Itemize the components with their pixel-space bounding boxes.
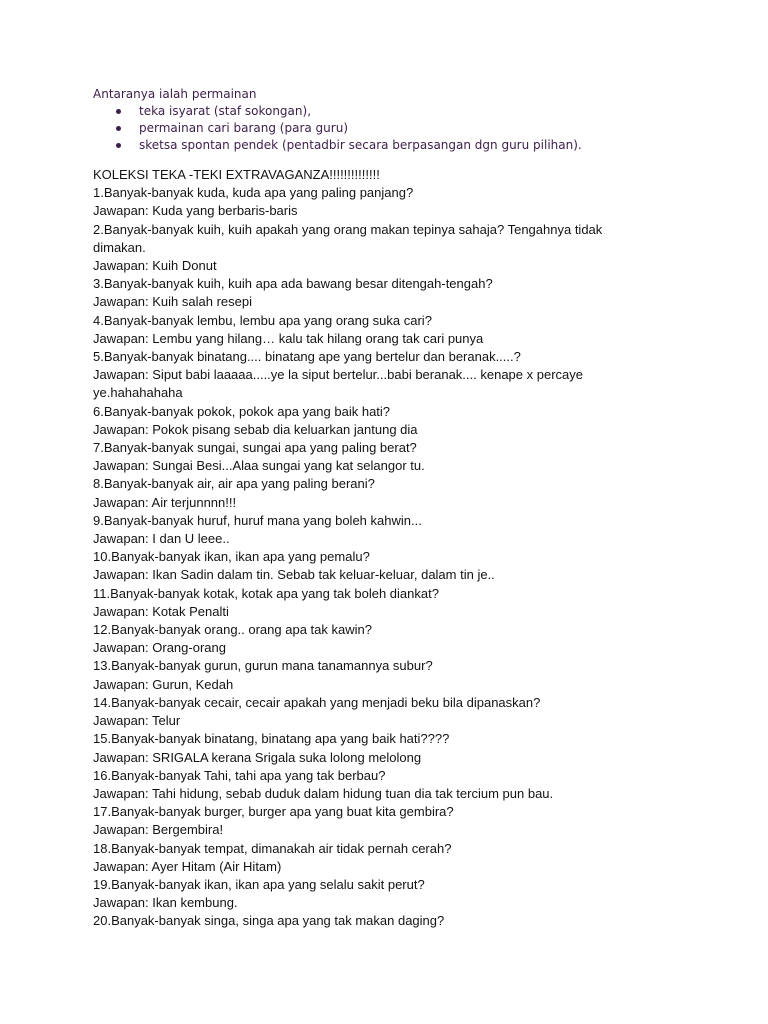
riddle-answer: Jawapan: Ayer Hitam (Air Hitam) xyxy=(93,858,282,874)
bullet-text: sketsa spontan pendek (pentadbir secara berpasangan dgn guru pilihan). xyxy=(139,138,582,152)
riddle-answer: Jawapan: Pokok pisang sebab dia keluarkan jantung dia xyxy=(93,421,418,437)
riddle-question: 20.Banyak-banyak singa, singa apa yang tak makan daging? xyxy=(93,913,445,929)
riddle-answer: Jawapan: Ikan Sadin dalam tin. Sebab tak keluar-keluar, dalam tin je.. xyxy=(93,567,495,583)
riddle-answer: Jawapan: Ikan kembung. xyxy=(93,895,238,911)
riddle-answer: Jawapan: Bergembira! xyxy=(93,822,224,838)
riddle-question: 9.Banyak-banyak huruf, huruf mana yang boleh kahwin... xyxy=(93,512,422,528)
riddle-question: 15.Banyak-banyak binatang, binatang apa yang baik hati???? xyxy=(93,731,450,747)
riddle-question: 12.Banyak-banyak orang.. orang apa tak kawin? xyxy=(93,622,372,638)
riddle-question: 17.Banyak-banyak burger, burger apa yang buat kita gembira? xyxy=(93,804,454,820)
intro-heading: Antaranya ialah permainan xyxy=(93,87,257,101)
riddle-answer: Jawapan: Telur xyxy=(93,713,181,729)
riddle-answer: Jawapan: I dan U leee.. xyxy=(93,531,230,547)
bullet-item xyxy=(93,120,653,137)
riddle-question: 18.Banyak-banyak tempat, dimanakah air tidak pernah cerah? xyxy=(93,840,452,856)
bullet-text: teka isyarat (staf sokongan), xyxy=(139,104,312,118)
bullet-dot-icon xyxy=(116,109,121,114)
riddle-answer: Jawapan: Air terjunnnn!!! xyxy=(93,494,237,510)
riddle-question: 10.Banyak-banyak ikan, ikan apa yang pemalu? xyxy=(93,549,370,565)
riddle-list xyxy=(93,184,633,930)
riddle-answer: Jawapan: Sungai Besi...Alaa sungai yang kat selangor tu. xyxy=(93,458,425,474)
bullet-text: permainan cari barang (para guru) xyxy=(139,121,349,135)
riddle-answer: Jawapan: Kotak Penalti xyxy=(93,603,229,619)
riddle-question: 3.Banyak-banyak kuih, kuih apa ada bawang besar ditengah-tengah? xyxy=(93,276,493,292)
riddle-question: 13.Banyak-banyak gurun, gurun mana tanamannya subur? xyxy=(93,658,433,674)
bullet-item xyxy=(93,137,653,154)
riddle-question: 7.Banyak-banyak sungai, sungai apa yang paling berat? xyxy=(93,440,417,456)
collection-title: KOLEKSI TEKA -TEKI EXTRAVAGANZA!!!!!!!!!!!!!! xyxy=(93,167,380,182)
riddle-answer: Jawapan: Lembu yang hilang… kalu tak hilang orang tak cari punya xyxy=(93,330,484,346)
riddle-question: 19.Banyak-banyak ikan, ikan apa yang selalu sakit perut? xyxy=(93,876,425,892)
game-bullet-list xyxy=(93,103,653,154)
riddle-answer: Jawapan: Tahi hidung, sebab duduk dalam hidung tuan dia tak tercium pun bau. xyxy=(93,785,554,801)
riddle-answer: Jawapan: Siput babi laaaaa.....ye la siput bertelur...babi beranak.... kenape x percaye ye.hahahahaha xyxy=(93,367,583,401)
riddle-question: 2.Banyak-banyak kuih, kuih apakah yang orang makan tepinya sahaja? Tengahnya tidak dimakan. xyxy=(93,221,603,255)
riddle-question: 5.Banyak-banyak binatang.... binatang ape yang bertelur dan beranak.....? xyxy=(93,349,521,365)
riddle-collection xyxy=(93,166,633,931)
bullet-dot-icon xyxy=(116,126,121,131)
riddle-answer: Jawapan: Kuih salah resepi xyxy=(93,294,252,310)
riddle-answer: Jawapan: Kuih Donut xyxy=(93,258,217,274)
bullet-dot-icon xyxy=(116,143,121,148)
riddle-question: 16.Banyak-banyak Tahi, tahi apa yang tak berbau? xyxy=(93,767,386,783)
riddle-answer: Jawapan: Gurun, Kedah xyxy=(93,676,234,692)
riddle-question: 11.Banyak-banyak kotak, kotak apa yang tak boleh diankat? xyxy=(93,585,439,601)
riddle-question: 1.Banyak-banyak kuda, kuda apa yang paling panjang? xyxy=(93,185,414,201)
bullet-item xyxy=(93,103,653,120)
intro-block xyxy=(93,86,653,154)
riddle-question: 4.Banyak-banyak lembu, lembu apa yang orang suka cari? xyxy=(93,312,432,328)
riddle-answer: Jawapan: SRIGALA kerana Srigala suka lolong melolong xyxy=(93,749,422,765)
riddle-question: 8.Banyak-banyak air, air apa yang paling berani? xyxy=(93,476,375,492)
riddle-question: 14.Banyak-banyak cecair, cecair apakah yang menjadi beku bila dipanaskan? xyxy=(93,694,541,710)
riddle-answer: Jawapan: Orang-orang xyxy=(93,640,226,656)
riddle-answer: Jawapan: Kuda yang berbaris-baris xyxy=(93,203,298,219)
riddle-question: 6.Banyak-banyak pokok, pokok apa yang baik hati? xyxy=(93,403,391,419)
